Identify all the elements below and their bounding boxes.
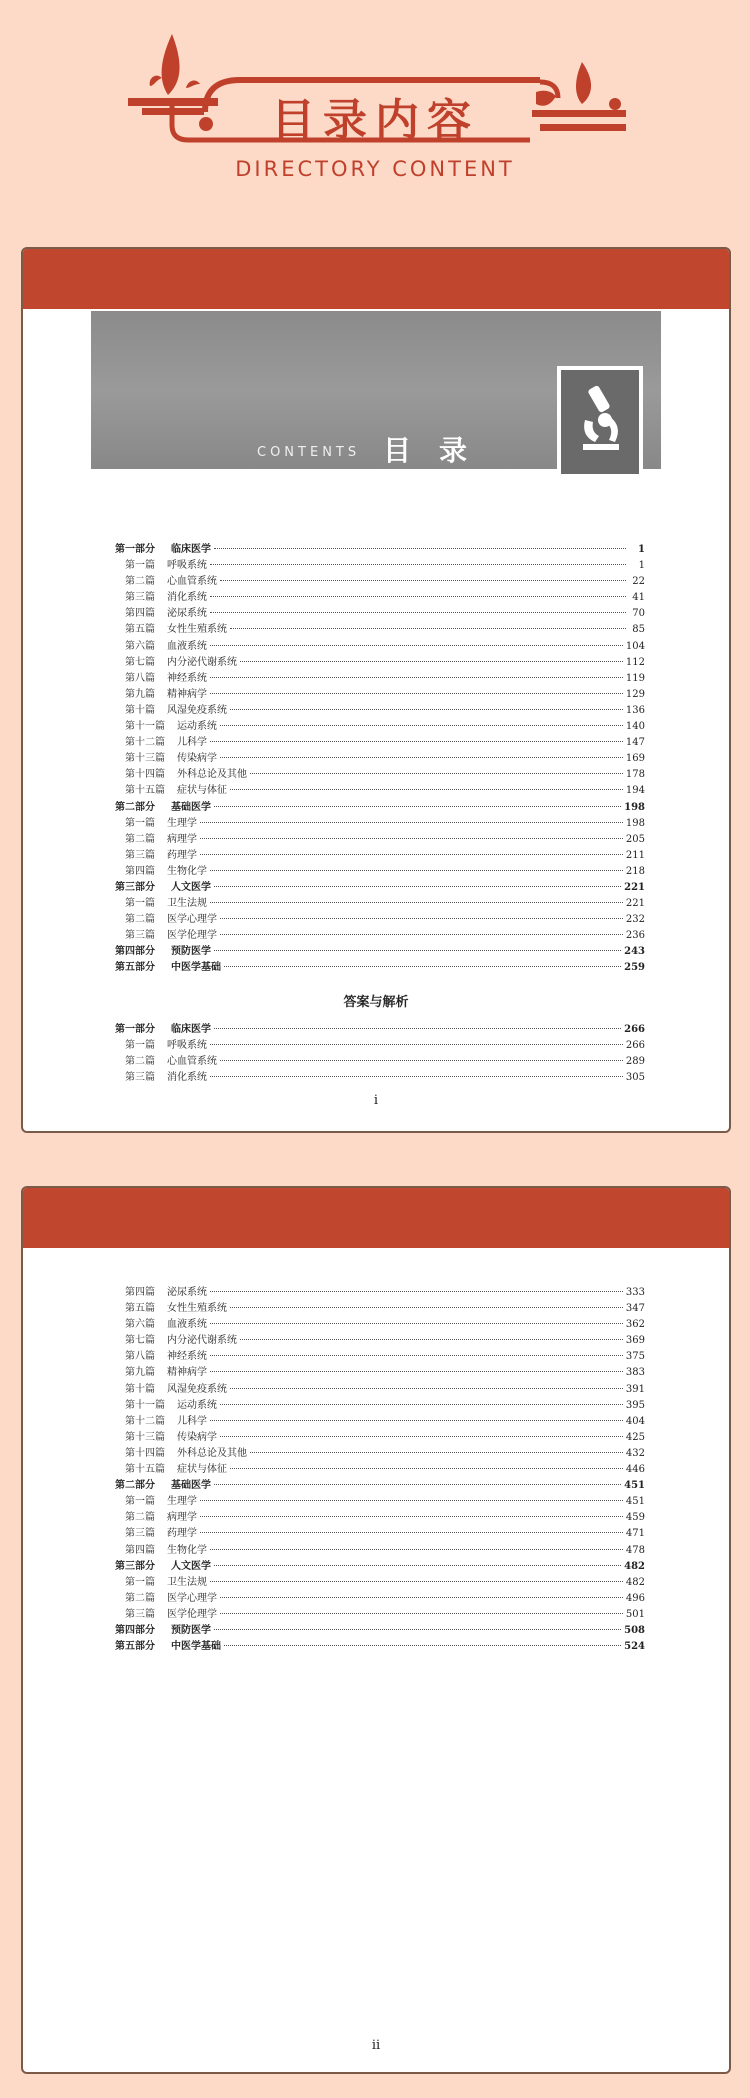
toc-leader-dots xyxy=(214,548,626,549)
toc-page-number: 178 xyxy=(625,769,645,781)
answer-toc-list xyxy=(115,1022,645,1086)
toc-page-number: 404 xyxy=(625,1415,645,1427)
toc-title: 神经系统 xyxy=(167,1351,207,1363)
toc-leader-dots xyxy=(220,1060,623,1061)
toc-leader-dots xyxy=(210,1371,623,1372)
toc-leader-dots xyxy=(220,580,626,581)
toc-leader-dots xyxy=(230,789,623,790)
toc-label: 第二篇 xyxy=(125,1056,155,1068)
toc-title: 医学心理学 xyxy=(167,1592,217,1604)
toc-title: 精神病学 xyxy=(167,1367,207,1379)
card-top-band xyxy=(23,249,729,309)
toc-page-number: 471 xyxy=(625,1528,645,1540)
toc-chapter-row xyxy=(115,671,645,687)
toc-page-number: 194 xyxy=(625,785,645,797)
toc-chapter-row xyxy=(115,735,645,751)
page-number: ii xyxy=(371,2038,381,2053)
toc-title: 泌尿系统 xyxy=(167,608,207,620)
toc-page-number: 169 xyxy=(625,753,645,765)
toc-title: 药理学 xyxy=(167,1528,197,1540)
toc-part-row xyxy=(115,1639,645,1655)
toc-label: 第二篇 xyxy=(125,576,155,588)
toc-title: 传染病学 xyxy=(177,753,217,765)
toc-page-number: 129 xyxy=(625,688,645,700)
toc-leader-dots xyxy=(210,564,626,565)
toc-label: 第一部分 xyxy=(115,1024,155,1035)
toc-label: 第三篇 xyxy=(125,1608,155,1620)
toc-title: 外科总论及其他 xyxy=(177,1447,247,1459)
toc-page-number: 112 xyxy=(625,656,645,668)
toc-page-number: 198 xyxy=(625,817,645,829)
toc-label: 第一部分 xyxy=(115,544,155,555)
toc-title: 卫生法规 xyxy=(167,898,207,910)
toc-title: 医学心理学 xyxy=(167,914,217,926)
toc-chapter-row xyxy=(115,864,645,880)
toc-title: 病理学 xyxy=(167,1512,197,1524)
toc-title: 运动系统 xyxy=(177,721,217,733)
toc-label: 第六篇 xyxy=(125,640,155,652)
toc-label: 第十篇 xyxy=(125,1383,155,1395)
toc-chapter-row xyxy=(115,590,645,606)
toc-chapter-row xyxy=(115,767,645,783)
toc-leader-dots xyxy=(210,1549,623,1550)
toc-chapter-row xyxy=(115,1038,645,1054)
toc-page-number: 1 xyxy=(638,560,645,572)
toc-part-row xyxy=(115,944,645,960)
toc-title: 中医学基础 xyxy=(171,962,221,974)
toc-chapter-row xyxy=(115,1054,645,1070)
toc-chapter-row xyxy=(115,1317,645,1333)
toc-leader-dots xyxy=(200,854,623,855)
toc-label: 第四篇 xyxy=(125,1544,155,1556)
toc-page-number: 119 xyxy=(625,672,645,684)
toc-leader-dots xyxy=(210,902,623,903)
toc-title: 女性生殖系统 xyxy=(167,1303,227,1315)
toc-label: 第一篇 xyxy=(125,1040,155,1052)
toc-title: 血液系统 xyxy=(167,1319,207,1331)
toc-leader-dots xyxy=(210,741,623,742)
toc-leader-dots xyxy=(230,1468,623,1469)
contents-cn-label: 目录 xyxy=(383,434,496,467)
toc-label: 第十四篇 xyxy=(125,769,165,781)
toc-leader-dots xyxy=(230,1307,623,1308)
toc-chapter-row xyxy=(115,655,645,671)
toc-page-number: 221 xyxy=(625,898,645,910)
toc-leader-dots xyxy=(214,1028,621,1029)
toc-page-number: 478 xyxy=(625,1544,645,1556)
toc-chapter-row xyxy=(115,1365,645,1381)
toc-label: 第八篇 xyxy=(125,672,155,684)
toc-leader-dots xyxy=(210,693,623,694)
toc-leader-dots xyxy=(220,1436,623,1437)
toc-part-row xyxy=(115,1623,645,1639)
toc-leader-dots xyxy=(220,725,623,726)
page-number: i xyxy=(373,1093,379,1108)
toc-page-number: 22 xyxy=(632,576,645,588)
toc-leader-dots xyxy=(210,1581,623,1582)
toc-label: 第十篇 xyxy=(125,704,155,716)
toc-title: 临床医学 xyxy=(171,544,211,555)
toc-page-number: 205 xyxy=(625,833,645,845)
toc-chapter-row xyxy=(115,783,645,799)
toc-label: 第十一篇 xyxy=(125,1399,165,1411)
toc-leader-dots xyxy=(214,1565,621,1566)
toc-page-number: 1 xyxy=(638,544,645,555)
toc-label: 第一篇 xyxy=(125,898,155,910)
toc-label: 第十一篇 xyxy=(125,721,165,733)
toc-label: 第三篇 xyxy=(125,1528,155,1540)
toc-chapter-row xyxy=(115,912,645,928)
toc-page-number: 147 xyxy=(625,737,645,749)
toc-part-row xyxy=(115,1022,645,1038)
toc-chapter-row xyxy=(115,1543,645,1559)
toc-chapter-row xyxy=(115,1575,645,1591)
toc-chapter-row xyxy=(115,1301,645,1317)
toc-chapter-row xyxy=(115,1462,645,1478)
toc-title: 心血管系统 xyxy=(167,1056,217,1068)
toc-page-1 xyxy=(21,247,731,1133)
toc-leader-dots xyxy=(220,757,623,758)
toc-part-row xyxy=(115,1559,645,1575)
toc-label: 第二部分 xyxy=(115,801,155,813)
toc-chapter-row xyxy=(115,703,645,719)
toc-title: 卫生法规 xyxy=(167,1576,207,1588)
toc-label: 第二篇 xyxy=(125,833,155,845)
toc-leader-dots xyxy=(210,1291,623,1292)
toc-title: 消化系统 xyxy=(167,1072,207,1084)
toc-label: 第一篇 xyxy=(125,1576,155,1588)
toc-label: 第二篇 xyxy=(125,1592,155,1604)
toc-leader-dots xyxy=(210,1076,623,1077)
toc-page-number: 369 xyxy=(625,1335,645,1347)
toc-leader-dots xyxy=(210,870,623,871)
toc-label: 第三篇 xyxy=(125,592,155,604)
toc-page-number: 232 xyxy=(625,914,645,926)
toc-label: 第三部分 xyxy=(115,1560,155,1572)
toc-title: 消化系统 xyxy=(167,592,207,604)
toc-label: 第二篇 xyxy=(125,914,155,926)
toc-label: 第五部分 xyxy=(115,962,155,974)
toc-list xyxy=(115,1285,645,1655)
toc-leader-dots xyxy=(210,645,623,646)
toc-chapter-row xyxy=(115,816,645,832)
toc-leader-dots xyxy=(250,1452,623,1453)
toc-part-row xyxy=(115,800,645,816)
toc-label: 第三篇 xyxy=(125,1072,155,1084)
toc-title: 临床医学 xyxy=(171,1024,211,1035)
toc-page-number: 425 xyxy=(625,1431,645,1443)
toc-page-number: 333 xyxy=(625,1287,645,1298)
toc-leader-dots xyxy=(210,1420,623,1421)
toc-page-number: 446 xyxy=(625,1464,645,1476)
header-title: 目录内容 xyxy=(271,95,479,146)
toc-page-number: 70 xyxy=(632,608,645,620)
toc-leader-dots xyxy=(224,966,621,967)
toc-leader-dots xyxy=(200,838,623,839)
toc-chapter-row xyxy=(115,751,645,767)
toc-label: 第二篇 xyxy=(125,1512,155,1524)
toc-page-number: 375 xyxy=(625,1351,645,1363)
toc-page-number: 104 xyxy=(625,640,645,652)
toc-title: 预防医学 xyxy=(171,946,211,958)
toc-chapter-row xyxy=(115,1398,645,1414)
toc-leader-dots xyxy=(224,1645,621,1646)
toc-chapter-row xyxy=(115,1591,645,1607)
toc-chapter-row xyxy=(115,687,645,703)
toc-page-2 xyxy=(21,1186,731,2074)
toc-label: 第一篇 xyxy=(125,560,155,572)
toc-title: 医学伦理学 xyxy=(167,930,217,942)
toc-page-number: 432 xyxy=(625,1447,645,1459)
toc-label: 第四篇 xyxy=(125,608,155,620)
toc-label: 第八篇 xyxy=(125,1351,155,1363)
toc-title: 人文医学 xyxy=(171,881,211,893)
toc-title: 呼吸系统 xyxy=(167,1040,207,1052)
toc-leader-dots xyxy=(214,950,621,951)
toc-chapter-row xyxy=(115,1494,645,1510)
toc-page-number: 140 xyxy=(625,721,645,733)
toc-leader-dots xyxy=(220,934,623,935)
toc-page-number: 451 xyxy=(624,1480,645,1492)
toc-chapter-row xyxy=(115,1446,645,1462)
toc-leader-dots xyxy=(220,1613,623,1614)
toc-chapter-row xyxy=(115,1070,645,1086)
toc-page-number: 395 xyxy=(625,1399,645,1411)
toc-chapter-row xyxy=(115,1285,645,1301)
toc-page-number: 41 xyxy=(632,592,645,604)
toc-page-number: 266 xyxy=(625,1040,645,1052)
toc-chapter-row xyxy=(115,1526,645,1542)
toc-label: 第三部分 xyxy=(115,881,155,893)
toc-leader-dots xyxy=(210,1323,623,1324)
toc-page-number: 391 xyxy=(625,1383,645,1395)
toc-label: 第四篇 xyxy=(125,1287,155,1298)
toc-label: 第十三篇 xyxy=(125,753,165,765)
toc-title: 女性生殖系统 xyxy=(167,624,227,636)
toc-label: 第十二篇 xyxy=(125,1415,165,1427)
toc-leader-dots xyxy=(240,661,623,662)
toc-title: 神经系统 xyxy=(167,672,207,684)
toc-label: 第七篇 xyxy=(125,656,155,668)
toc-page-number: 508 xyxy=(624,1624,645,1636)
toc-leader-dots xyxy=(230,628,626,629)
toc-page-number: 501 xyxy=(625,1608,645,1620)
toc-title: 内分泌代谢系统 xyxy=(167,656,237,668)
page-header xyxy=(0,0,750,200)
toc-leader-dots xyxy=(210,612,626,613)
toc-leader-dots xyxy=(214,1484,621,1485)
toc-label: 第五部分 xyxy=(115,1641,155,1653)
toc-page-number: 243 xyxy=(624,946,645,958)
toc-list xyxy=(115,542,645,977)
toc-page-number: 211 xyxy=(625,849,645,861)
toc-page-number: 85 xyxy=(632,624,645,636)
toc-chapter-row xyxy=(115,896,645,912)
toc-leader-dots xyxy=(214,1629,621,1630)
toc-page-number: 459 xyxy=(625,1512,645,1524)
toc-page-number: 524 xyxy=(624,1641,645,1653)
toc-title: 风湿免疫系统 xyxy=(167,704,227,716)
toc-label: 第一篇 xyxy=(125,817,155,829)
toc-chapter-row xyxy=(115,832,645,848)
toc-page-number: 347 xyxy=(625,1303,645,1315)
toc-page-number: 136 xyxy=(625,704,645,716)
toc-title: 生理学 xyxy=(167,817,197,829)
toc-page-number: 266 xyxy=(624,1024,645,1035)
toc-leader-dots xyxy=(210,596,626,597)
toc-label: 第三篇 xyxy=(125,849,155,861)
toc-label: 第七篇 xyxy=(125,1335,155,1347)
toc-page-number: 289 xyxy=(625,1056,645,1068)
toc-chapter-row xyxy=(115,639,645,655)
toc-title: 风湿免疫系统 xyxy=(167,1383,227,1395)
toc-label: 第四篇 xyxy=(125,865,155,877)
toc-title: 人文医学 xyxy=(171,1560,211,1572)
toc-leader-dots xyxy=(210,677,623,678)
toc-page-number: 383 xyxy=(625,1367,645,1379)
toc-leader-dots xyxy=(200,1516,623,1517)
toc-leader-dots xyxy=(250,773,623,774)
toc-title: 呼吸系统 xyxy=(167,560,207,572)
toc-title: 基础医学 xyxy=(171,1480,211,1492)
toc-page-number: 198 xyxy=(624,801,645,813)
toc-title: 生理学 xyxy=(167,1496,197,1508)
toc-title: 血液系统 xyxy=(167,640,207,652)
header-subtitle: DIRECTORY CONTENT xyxy=(235,157,515,181)
toc-page-number: 482 xyxy=(624,1560,645,1572)
toc-title: 中医学基础 xyxy=(171,1641,221,1653)
toc-title: 外科总论及其他 xyxy=(177,769,247,781)
toc-leader-dots xyxy=(230,1388,623,1389)
toc-label: 第十二篇 xyxy=(125,737,165,749)
toc-title: 症状与体征 xyxy=(177,785,227,797)
toc-label: 第九篇 xyxy=(125,1367,155,1379)
toc-label: 第五篇 xyxy=(125,624,155,636)
toc-title: 生物化学 xyxy=(167,865,207,877)
toc-page-number: 482 xyxy=(625,1576,645,1588)
toc-title: 基础医学 xyxy=(171,801,211,813)
toc-title: 医学伦理学 xyxy=(167,1608,217,1620)
toc-title: 预防医学 xyxy=(171,1624,211,1636)
toc-label: 第九篇 xyxy=(125,688,155,700)
toc-label: 第十五篇 xyxy=(125,785,165,797)
toc-page-number: 259 xyxy=(624,962,645,974)
toc-chapter-row xyxy=(115,719,645,735)
toc-title: 症状与体征 xyxy=(177,1464,227,1476)
toc-chapter-row xyxy=(115,1414,645,1430)
toc-page-number: 221 xyxy=(624,881,645,893)
toc-title: 儿科学 xyxy=(177,737,207,749)
toc-page-number: 496 xyxy=(625,1592,645,1604)
toc-title: 内分泌代谢系统 xyxy=(167,1335,237,1347)
toc-leader-dots xyxy=(220,1404,623,1405)
toc-page-number: 362 xyxy=(625,1319,645,1331)
toc-chapter-row xyxy=(115,574,645,590)
toc-page-number: 236 xyxy=(625,930,645,942)
toc-label: 第三篇 xyxy=(125,930,155,942)
toc-label: 第五篇 xyxy=(125,1303,155,1315)
toc-chapter-row xyxy=(115,558,645,574)
toc-chapter-row xyxy=(115,1333,645,1349)
toc-part-row xyxy=(115,542,645,558)
toc-leader-dots xyxy=(220,1597,623,1598)
card-top-band xyxy=(23,1188,729,1248)
toc-label: 第二部分 xyxy=(115,1480,155,1492)
toc-chapter-row xyxy=(115,1382,645,1398)
toc-page-number: 305 xyxy=(625,1072,645,1084)
toc-title: 病理学 xyxy=(167,833,197,845)
toc-label: 第十四篇 xyxy=(125,1447,165,1459)
toc-title: 儿科学 xyxy=(177,1415,207,1427)
toc-title: 心血管系统 xyxy=(167,576,217,588)
toc-leader-dots xyxy=(240,1339,623,1340)
toc-chapter-row xyxy=(115,848,645,864)
toc-label: 第六篇 xyxy=(125,1319,155,1331)
toc-leader-dots xyxy=(230,709,623,710)
toc-leader-dots xyxy=(210,1355,623,1356)
toc-title: 泌尿系统 xyxy=(167,1287,207,1298)
toc-leader-dots xyxy=(214,886,621,887)
toc-leader-dots xyxy=(220,918,623,919)
toc-leader-dots xyxy=(200,822,623,823)
toc-chapter-row xyxy=(115,1510,645,1526)
toc-title: 生物化学 xyxy=(167,1544,207,1556)
contents-banner xyxy=(91,311,661,471)
contents-en-label: CONTENTS xyxy=(257,445,361,460)
toc-chapter-row xyxy=(115,1349,645,1365)
toc-title: 运动系统 xyxy=(177,1399,217,1411)
toc-leader-dots xyxy=(210,1044,623,1045)
toc-part-row xyxy=(115,1478,645,1494)
microscope-icon xyxy=(557,366,643,478)
toc-chapter-row xyxy=(115,1607,645,1623)
toc-part-row xyxy=(115,880,645,896)
toc-label: 第四部分 xyxy=(115,946,155,958)
toc-leader-dots xyxy=(214,806,621,807)
toc-label: 第一篇 xyxy=(125,1496,155,1508)
toc-label: 第十五篇 xyxy=(125,1464,165,1476)
toc-page-number: 451 xyxy=(625,1496,645,1508)
toc-chapter-row xyxy=(115,622,645,638)
answer-section-title: 答案与解析 xyxy=(343,995,409,1010)
toc-chapter-row xyxy=(115,1430,645,1446)
toc-chapter-row xyxy=(115,606,645,622)
toc-label: 第十三篇 xyxy=(125,1431,165,1443)
toc-leader-dots xyxy=(200,1500,623,1501)
toc-chapter-row xyxy=(115,928,645,944)
toc-part-row xyxy=(115,960,645,976)
toc-leader-dots xyxy=(200,1532,623,1533)
toc-title: 药理学 xyxy=(167,849,197,861)
toc-page-number: 218 xyxy=(625,865,645,877)
toc-title: 精神病学 xyxy=(167,688,207,700)
toc-title: 传染病学 xyxy=(177,1431,217,1443)
toc-label: 第四部分 xyxy=(115,1624,155,1636)
